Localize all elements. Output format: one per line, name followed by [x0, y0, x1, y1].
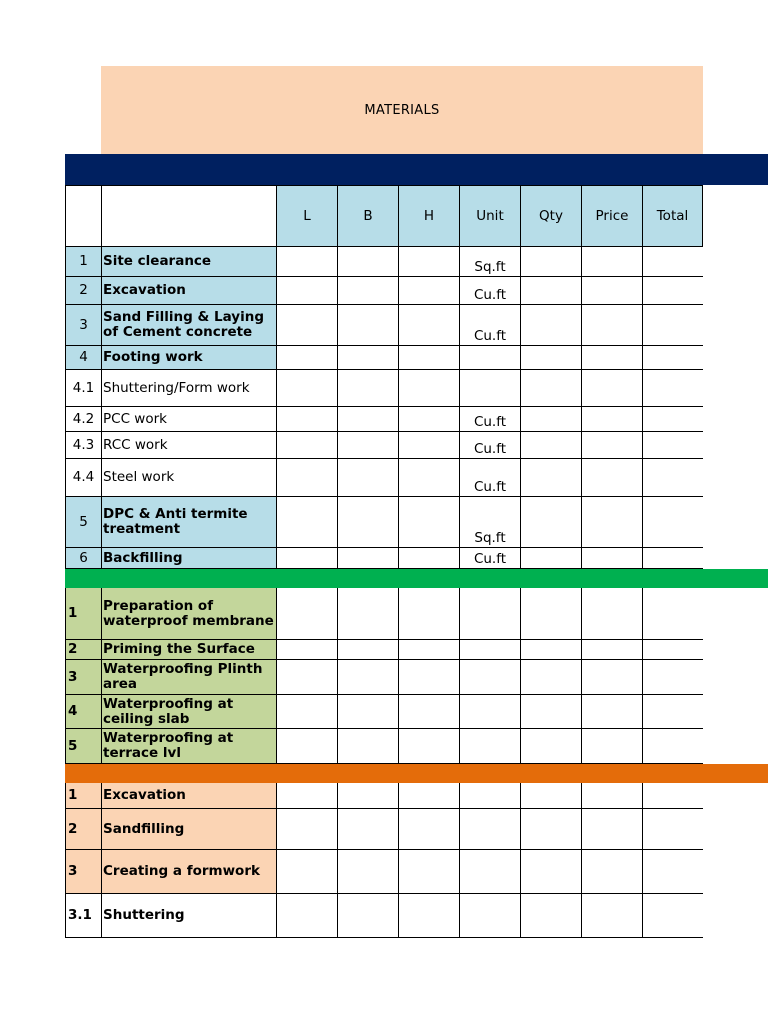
value-cell-price[interactable] [581, 850, 642, 894]
value-cell-l[interactable] [276, 729, 337, 764]
value-cell-b[interactable] [337, 850, 398, 894]
unit-cell[interactable] [459, 850, 520, 894]
value-cell-h[interactable] [398, 370, 459, 407]
value-cell-l[interactable] [276, 247, 337, 277]
value-cell-price[interactable] [581, 640, 642, 660]
value-cell-h[interactable] [398, 640, 459, 660]
value-cell-price[interactable] [581, 695, 642, 729]
row-description-cell[interactable]: Sand Filling & Laying of Cement concrete [101, 305, 276, 346]
row-number-cell: 1 [65, 783, 101, 809]
row-description-cell[interactable]: Waterproofing at ceiling slab [101, 695, 276, 729]
row-description-cell[interactable]: PCC work [101, 407, 276, 432]
unit-cell[interactable] [459, 370, 520, 407]
row-description-cell[interactable]: Backfilling [101, 548, 276, 569]
row-number-cell: 3 [65, 305, 101, 346]
value-cell-h[interactable] [398, 247, 459, 277]
value-cell-l[interactable] [276, 695, 337, 729]
value-cell-l[interactable] [276, 640, 337, 660]
value-cell-price[interactable] [581, 894, 642, 938]
unit-cell[interactable] [459, 783, 520, 809]
unit-cell[interactable]: Cu.ft [459, 305, 520, 346]
value-cell-l[interactable] [276, 548, 337, 569]
row-description-cell[interactable]: Shuttering [101, 894, 276, 938]
column-header-price: Price [581, 185, 642, 247]
value-cell-price[interactable] [581, 783, 642, 809]
value-cell-qty[interactable] [520, 247, 581, 277]
row-description-cell[interactable]: Preparation of waterproof membrane [101, 588, 276, 640]
row-number-cell: 6 [65, 548, 101, 569]
value-cell-b[interactable] [337, 432, 398, 459]
unit-cell[interactable] [459, 729, 520, 764]
value-cell-b[interactable] [337, 809, 398, 850]
value-cell-qty[interactable] [520, 695, 581, 729]
row-description-cell[interactable]: Footing work [101, 346, 276, 370]
row-description-cell[interactable]: RCC work [101, 432, 276, 459]
value-cell-h[interactable] [398, 729, 459, 764]
header-no-cell [65, 185, 101, 247]
value-cell-l[interactable] [276, 894, 337, 938]
value-cell-price[interactable] [581, 548, 642, 569]
value-cell-b[interactable] [337, 247, 398, 277]
value-cell-qty[interactable] [520, 894, 581, 938]
value-cell-qty[interactable] [520, 588, 581, 640]
value-cell-total[interactable] [642, 729, 703, 764]
value-cell-total[interactable] [642, 894, 703, 938]
value-cell-b[interactable] [337, 588, 398, 640]
value-cell-price[interactable] [581, 459, 642, 497]
value-cell-l[interactable] [276, 497, 337, 548]
value-cell-total[interactable] [642, 809, 703, 850]
value-cell-price[interactable] [581, 729, 642, 764]
row-number-cell: 1 [65, 588, 101, 640]
value-cell-b[interactable] [337, 894, 398, 938]
value-cell-h[interactable] [398, 407, 459, 432]
value-cell-b[interactable] [337, 346, 398, 370]
value-cell-qty[interactable] [520, 640, 581, 660]
section-band-green [65, 569, 768, 588]
row-number-cell: 4 [65, 695, 101, 729]
row-number-cell: 4.1 [65, 370, 101, 407]
value-cell-price[interactable] [581, 497, 642, 548]
value-cell-qty[interactable] [520, 459, 581, 497]
value-cell-b[interactable] [337, 497, 398, 548]
value-cell-l[interactable] [276, 809, 337, 850]
value-cell-qty[interactable] [520, 729, 581, 764]
row-description-cell[interactable]: Waterproofing Plinth area [101, 660, 276, 695]
value-cell-h[interactable] [398, 432, 459, 459]
value-cell-h[interactable] [398, 894, 459, 938]
value-cell-b[interactable] [337, 640, 398, 660]
row-number-cell: 3.1 [65, 894, 101, 938]
unit-cell[interactable] [459, 660, 520, 695]
value-cell-total[interactable] [642, 548, 703, 569]
value-cell-qty[interactable] [520, 660, 581, 695]
value-cell-b[interactable] [337, 783, 398, 809]
value-cell-price[interactable] [581, 346, 642, 370]
value-cell-total[interactable] [642, 370, 703, 407]
column-header-total: Total [642, 185, 703, 247]
value-cell-total[interactable] [642, 497, 703, 548]
value-cell-total[interactable] [642, 346, 703, 370]
row-description-cell[interactable]: Site clearance [101, 247, 276, 277]
row-description-cell[interactable]: Sandfilling [101, 809, 276, 850]
value-cell-h[interactable] [398, 809, 459, 850]
value-cell-b[interactable] [337, 370, 398, 407]
value-cell-price[interactable] [581, 305, 642, 346]
column-header-h: H [398, 185, 459, 247]
value-cell-total[interactable] [642, 640, 703, 660]
value-cell-price[interactable] [581, 809, 642, 850]
column-header-qty: Qty [520, 185, 581, 247]
value-cell-l[interactable] [276, 588, 337, 640]
value-cell-l[interactable] [276, 370, 337, 407]
unit-cell[interactable]: Sq.ft [459, 497, 520, 548]
unit-cell[interactable]: Cu.ft [459, 277, 520, 305]
value-cell-total[interactable] [642, 695, 703, 729]
value-cell-price[interactable] [581, 247, 642, 277]
row-number-cell: 3 [65, 850, 101, 894]
value-cell-b[interactable] [337, 277, 398, 305]
value-cell-h[interactable] [398, 850, 459, 894]
value-cell-b[interactable] [337, 305, 398, 346]
row-number-cell: 4 [65, 346, 101, 370]
value-cell-total[interactable] [642, 850, 703, 894]
unit-cell[interactable]: Sq.ft [459, 247, 520, 277]
value-cell-h[interactable] [398, 277, 459, 305]
value-cell-price[interactable] [581, 407, 642, 432]
value-cell-b[interactable] [337, 660, 398, 695]
value-cell-price[interactable] [581, 432, 642, 459]
value-cell-qty[interactable] [520, 407, 581, 432]
value-cell-l[interactable] [276, 850, 337, 894]
unit-cell[interactable] [459, 695, 520, 729]
value-cell-price[interactable] [581, 370, 642, 407]
value-cell-qty[interactable] [520, 370, 581, 407]
unit-cell[interactable]: Cu.ft [459, 407, 520, 432]
value-cell-price[interactable] [581, 277, 642, 305]
column-header-l: L [276, 185, 337, 247]
row-description-cell[interactable]: Shuttering/Form work [101, 370, 276, 407]
row-description-cell[interactable]: Waterproofing at terrace lvl [101, 729, 276, 764]
row-description-cell[interactable]: Creating a formwork [101, 850, 276, 894]
section-band-navy [65, 154, 768, 185]
row-description-cell[interactable]: Steel work [101, 459, 276, 497]
value-cell-b[interactable] [337, 459, 398, 497]
value-cell-h[interactable] [398, 459, 459, 497]
value-cell-b[interactable] [337, 548, 398, 569]
column-header-unit: Unit [459, 185, 520, 247]
value-cell-total[interactable] [642, 432, 703, 459]
value-cell-b[interactable] [337, 407, 398, 432]
row-description-cell[interactable]: Excavation [101, 277, 276, 305]
value-cell-qty[interactable] [520, 548, 581, 569]
unit-cell[interactable] [459, 894, 520, 938]
sheet-title: MATERIALS [101, 66, 703, 154]
value-cell-h[interactable] [398, 305, 459, 346]
value-cell-l[interactable] [276, 277, 337, 305]
value-cell-total[interactable] [642, 407, 703, 432]
unit-cell[interactable] [459, 640, 520, 660]
value-cell-l[interactable] [276, 305, 337, 346]
value-cell-price[interactable] [581, 588, 642, 640]
value-cell-total[interactable] [642, 660, 703, 695]
value-cell-l[interactable] [276, 346, 337, 370]
header-desc-cell [101, 185, 276, 247]
row-description-cell[interactable]: DPC & Anti termite treatment [101, 497, 276, 548]
row-number-cell: 1 [65, 247, 101, 277]
row-description-cell[interactable]: Excavation [101, 783, 276, 809]
row-number-cell: 5 [65, 729, 101, 764]
value-cell-qty[interactable] [520, 277, 581, 305]
row-number-cell: 2 [65, 640, 101, 660]
unit-cell[interactable]: Cu.ft [459, 432, 520, 459]
value-cell-price[interactable] [581, 660, 642, 695]
row-description-cell[interactable]: Priming the Surface [101, 640, 276, 660]
row-number-cell: 4.3 [65, 432, 101, 459]
value-cell-h[interactable] [398, 588, 459, 640]
value-cell-total[interactable] [642, 459, 703, 497]
unit-cell[interactable]: Cu.ft [459, 548, 520, 569]
value-cell-qty[interactable] [520, 497, 581, 548]
value-cell-l[interactable] [276, 783, 337, 809]
unit-cell[interactable] [459, 588, 520, 640]
unit-cell[interactable]: Cu.ft [459, 459, 520, 497]
value-cell-qty[interactable] [520, 850, 581, 894]
value-cell-qty[interactable] [520, 783, 581, 809]
value-cell-b[interactable] [337, 695, 398, 729]
value-cell-qty[interactable] [520, 432, 581, 459]
value-cell-h[interactable] [398, 695, 459, 729]
row-number-cell: 4.2 [65, 407, 101, 432]
value-cell-total[interactable] [642, 783, 703, 809]
value-cell-h[interactable] [398, 346, 459, 370]
value-cell-h[interactable] [398, 497, 459, 548]
value-cell-h[interactable] [398, 660, 459, 695]
row-number-cell: 4.4 [65, 459, 101, 497]
value-cell-qty[interactable] [520, 305, 581, 346]
value-cell-h[interactable] [398, 783, 459, 809]
row-number-cell: 5 [65, 497, 101, 548]
value-cell-l[interactable] [276, 432, 337, 459]
value-cell-qty[interactable] [520, 809, 581, 850]
value-cell-total[interactable] [642, 305, 703, 346]
section-band-orange [65, 764, 768, 783]
value-cell-h[interactable] [398, 548, 459, 569]
row-number-cell: 2 [65, 809, 101, 850]
value-cell-b[interactable] [337, 729, 398, 764]
value-cell-total[interactable] [642, 588, 703, 640]
value-cell-l[interactable] [276, 660, 337, 695]
value-cell-total[interactable] [642, 247, 703, 277]
value-cell-qty[interactable] [520, 346, 581, 370]
unit-cell[interactable] [459, 346, 520, 370]
row-number-cell: 2 [65, 277, 101, 305]
value-cell-l[interactable] [276, 459, 337, 497]
row-number-cell: 3 [65, 660, 101, 695]
column-header-b: B [337, 185, 398, 247]
value-cell-total[interactable] [642, 277, 703, 305]
value-cell-l[interactable] [276, 407, 337, 432]
unit-cell[interactable] [459, 809, 520, 850]
